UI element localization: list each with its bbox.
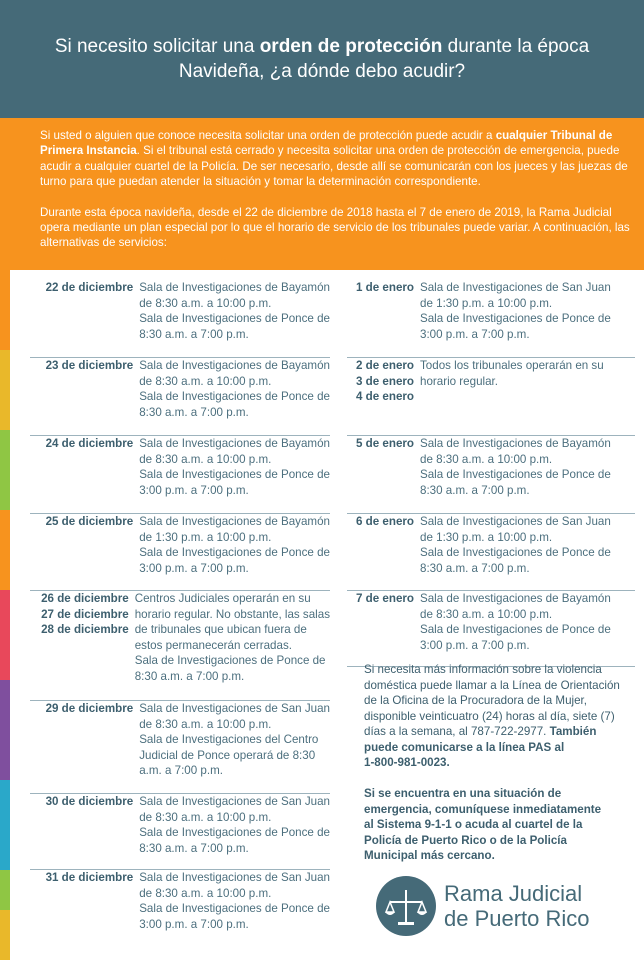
schedule-line: 8:30 a.m. a 7:00 p.m. <box>139 405 249 419</box>
schedule-date: 5 de enero <box>356 437 414 450</box>
schedule-line: Sala de Investigaciones de San Juan <box>420 515 611 528</box>
logo <box>376 876 590 936</box>
schedule-line: Sala de Investigaciones de Bayamón <box>139 515 330 528</box>
schedule-dates <box>30 514 133 590</box>
schedule-details <box>133 794 330 869</box>
schedule-details <box>133 514 330 590</box>
schedule-date: 26 de diciembre <box>41 592 129 605</box>
schedule-dates <box>347 436 414 513</box>
schedule-line: horario regular. <box>420 374 498 388</box>
schedule-date: 4 de enero <box>356 390 414 403</box>
schedule-dates <box>30 870 133 950</box>
color-bar-segment <box>0 510 10 590</box>
color-bar-segment <box>0 910 10 960</box>
color-bar-segment <box>0 350 10 430</box>
schedule-row <box>30 436 330 514</box>
schedule-line: de 8:30 a.m. a 10:00 p.m. <box>139 717 272 731</box>
schedule-line: Sala de Investigaciones de Bayamón <box>420 437 611 450</box>
schedule-line: 3:00 p.m. a 7:00 p.m. <box>139 483 249 497</box>
schedule-line: Sala de Investigaciones de Ponce de <box>420 623 611 636</box>
emergency-line: Si se encuentra en una situación de <box>364 787 562 800</box>
schedule-dates <box>30 794 133 869</box>
schedule-details <box>133 870 330 950</box>
schedule-date: 2 de enero <box>356 359 414 372</box>
emergency-paragraph <box>364 786 634 864</box>
schedule-line: Sala de Investigaciones de Bayamón <box>139 281 330 294</box>
schedule-line: Sala de Investigaciones de Ponce de <box>139 546 330 559</box>
color-bar-segment <box>0 430 10 510</box>
schedule-details <box>133 280 330 357</box>
emergency-line: emergencia, comuníquese inmediatamente <box>364 802 602 816</box>
color-bar-segment <box>0 680 10 780</box>
schedule-details <box>129 591 330 700</box>
schedule-dates <box>30 591 129 700</box>
schedule-row <box>30 358 330 436</box>
schedule-details <box>133 358 330 435</box>
schedule-line: de 8:30 a.m. a 10:00 p.m. <box>139 374 272 388</box>
schedule-date: 1 de enero <box>356 281 414 294</box>
color-bar-segment <box>0 270 10 350</box>
schedule-row <box>347 436 635 514</box>
info-paragraph <box>364 662 634 771</box>
schedule-date: 30 de diciembre <box>45 795 134 808</box>
schedule-line: Sala de Investigaciones de Ponce de <box>134 654 326 667</box>
schedule-date: 29 de diciembre <box>45 702 134 715</box>
emergency-line: Municipal más cercano. <box>364 849 495 862</box>
schedule-dates <box>347 280 414 357</box>
schedule-date: 7 de enero <box>356 592 414 605</box>
schedule-date: 25 de diciembre <box>45 515 134 528</box>
schedule-dates <box>347 514 414 590</box>
schedule-line: Sala de Investigaciones de Bayamón <box>139 359 330 372</box>
schedule-line: Sala de Investigaciones de Ponce de <box>139 468 330 481</box>
schedule-row <box>30 591 330 701</box>
schedule-line: 8:30 a.m. a 7:00 p.m. <box>139 841 249 855</box>
schedule-line: 3:00 p.m. a 7:00 p.m. <box>139 561 249 575</box>
schedule-line: Sala de Investigaciones de San Juan <box>420 281 611 294</box>
schedule-date: 27 de diciembre <box>41 607 129 621</box>
schedule-line: Sala de Investigaciones de San Juan <box>139 702 330 715</box>
emergency-line: al Sistema 9-1-1 o acuda al cuartel de la <box>364 818 583 831</box>
schedule-row <box>30 280 330 358</box>
schedule-row <box>347 514 635 591</box>
schedule-line: de 8:30 a.m. a 10:00 p.m. <box>420 452 553 466</box>
info-line: puede comunicarse a la línea PAS al <box>364 740 565 754</box>
schedule-line: Sala de Investigaciones de Ponce de <box>139 312 330 325</box>
schedule-details <box>414 514 611 590</box>
info-line: disponible veinticuatro (24) horas al día, siete (7) <box>364 709 615 723</box>
schedule-line: Judicial de Ponce operará de 8:30 <box>139 748 316 762</box>
page-header <box>0 0 644 118</box>
schedule-date: 3 de enero <box>356 374 414 388</box>
schedule-line: Sala de Investigaciones de Ponce de <box>420 546 611 559</box>
schedule-line: 3:00 p.m. a 7:00 p.m. <box>420 638 530 652</box>
intro-paragraph-2: Durante esta época navideña, desde el 22 de diciembre de 2018 hasta el 7 de enero de 2019, la Rama Judicial opera mediante un plan especial por lo que el horario de servicio de los tribunales puede variar. A continuación, las alternativas de servicios: <box>40 205 630 250</box>
schedule-row <box>347 591 635 667</box>
info-line: doméstica puede llamar a la Línea de Orientación <box>364 678 620 692</box>
schedule-row <box>30 701 330 794</box>
schedule-line: a.m. a 7:00 p.m. <box>139 764 223 777</box>
schedule-details <box>133 701 330 793</box>
info-line: días a la semana, al 787-722-2977. También <box>364 725 597 738</box>
schedule-date: 24 de diciembre <box>45 437 134 450</box>
info-line: Si necesita más información sobre la violencia <box>364 663 602 676</box>
schedule-line: 8:30 a.m. a 7:00 p.m. <box>139 327 249 341</box>
schedule-line: de 8:30 a.m. a 10:00 p.m. <box>139 810 272 824</box>
color-bar-segment <box>0 870 10 910</box>
schedule-date: 28 de diciembre <box>41 623 129 636</box>
header-emphasis: orden de protección <box>259 36 443 57</box>
header-line-1: Si necesito solicitar una orden de protección durante la época <box>54 36 590 57</box>
schedule-row <box>347 358 635 436</box>
schedule-line: de 8:30 a.m. a 10:00 p.m. <box>420 607 553 621</box>
schedule-details <box>414 358 604 435</box>
schedule-line: Sala de Investigaciones de Ponce de <box>139 902 330 915</box>
schedule-line: 8:30 a.m. a 7:00 p.m. <box>420 561 530 575</box>
schedule-line: Sala de Investigaciones de Ponce de <box>139 826 330 839</box>
color-bar-segment <box>0 780 10 870</box>
schedule-line: de 1:30 p.m. a 10:00 p.m. <box>139 530 272 544</box>
emergency-line: Policía de Puerto Rico o de la Policía <box>364 833 567 847</box>
schedule-line: 3:00 p.m. a 7:00 p.m. <box>420 327 530 341</box>
schedule-line: Sala de Investigaciones de Ponce de <box>139 390 330 403</box>
schedule-line: estos permanecerán cerradas. <box>134 638 292 652</box>
schedule-dates <box>347 358 414 435</box>
schedule-dates <box>30 280 133 357</box>
schedule-dates <box>30 701 133 793</box>
schedule-line: Todos los tribunales operarán en su <box>420 359 604 372</box>
info-line: 1-800-981-0023. <box>364 756 450 769</box>
scales-of-justice-icon <box>376 876 436 936</box>
schedule-line: 3:00 p.m. a 7:00 p.m. <box>139 917 249 931</box>
schedule-line: horario regular. No obstante, las salas <box>134 607 330 621</box>
schedule-line: Sala de Investigaciones de San Juan <box>139 795 330 808</box>
schedule-line: Sala de Investigaciones de Ponce de <box>420 468 611 481</box>
schedule-dates <box>347 591 414 666</box>
schedule-details <box>414 280 611 357</box>
schedule-date: 22 de diciembre <box>45 281 134 294</box>
schedule-row <box>347 280 635 358</box>
schedule-line: de 1:30 p.m. a 10:00 p.m. <box>420 530 553 544</box>
schedule-line: Sala de Investigaciones de Ponce de <box>420 312 611 325</box>
schedule-row <box>30 514 330 591</box>
schedule-date: 31 de diciembre <box>45 871 134 884</box>
schedule-line: 8:30 a.m. a 7:00 p.m. <box>420 483 530 497</box>
schedule-line: 8:30 a.m. a 7:00 p.m. <box>134 669 245 683</box>
schedule-line: Sala de Investigaciones de Bayamón <box>139 437 330 450</box>
schedule-line: de 8:30 a.m. a 10:00 p.m. <box>139 452 272 466</box>
schedule-details <box>414 436 611 513</box>
schedule-dates <box>30 436 133 513</box>
schedule-line: Sala de Investigaciones del Centro <box>139 733 319 746</box>
color-bar-segment <box>0 590 10 680</box>
schedule-date: 23 de diciembre <box>45 359 134 372</box>
schedule-line: de 1:30 p.m. a 10:00 p.m. <box>420 296 553 310</box>
schedule-row <box>30 794 330 870</box>
schedule-line: de tribunales que ubican fuera de <box>134 623 307 636</box>
schedule-date: 6 de enero <box>356 515 414 528</box>
schedule-line: Centros Judiciales operarán en su <box>134 592 311 605</box>
logo-text: Rama Judicial de Puerto Rico <box>444 881 590 931</box>
schedule-line: de 8:30 a.m. a 10:00 p.m. <box>139 296 272 310</box>
schedule-line: Sala de Investigaciones de Bayamón <box>420 592 611 605</box>
schedule-line: de 8:30 a.m. a 10:00 p.m. <box>139 886 272 900</box>
schedule-details <box>414 591 611 666</box>
info-line: de la Oficina de la Procuradora de la Mujer, <box>364 694 587 707</box>
schedule-line: Sala de Investigaciones de San Juan <box>139 871 330 884</box>
header-line-2: Navideña, ¿a dónde debo acudir? <box>178 61 466 82</box>
intro-paragraph-1: Si usted o alguien que conoce necesita solicitar una orden de protección puede acudir a cualquier Tribunal de Primera Instancia. Si el tribunal está cerrado y necesita solicitar una orden de protección de emergencia, puede acudir a cualquier cuartel de la Policía. De ser necesario, desde allí se comunicarán con los jueces y las juezas de turno para que puedan atender la situación y tomar la determinación correspondiente. <box>40 129 628 189</box>
intro-emphasis: cualquier Tribunal de Primera Instancia <box>40 129 613 158</box>
intro-section <box>0 118 644 270</box>
schedule-row <box>30 870 330 950</box>
schedule-details <box>133 436 330 513</box>
schedule-dates <box>30 358 133 435</box>
